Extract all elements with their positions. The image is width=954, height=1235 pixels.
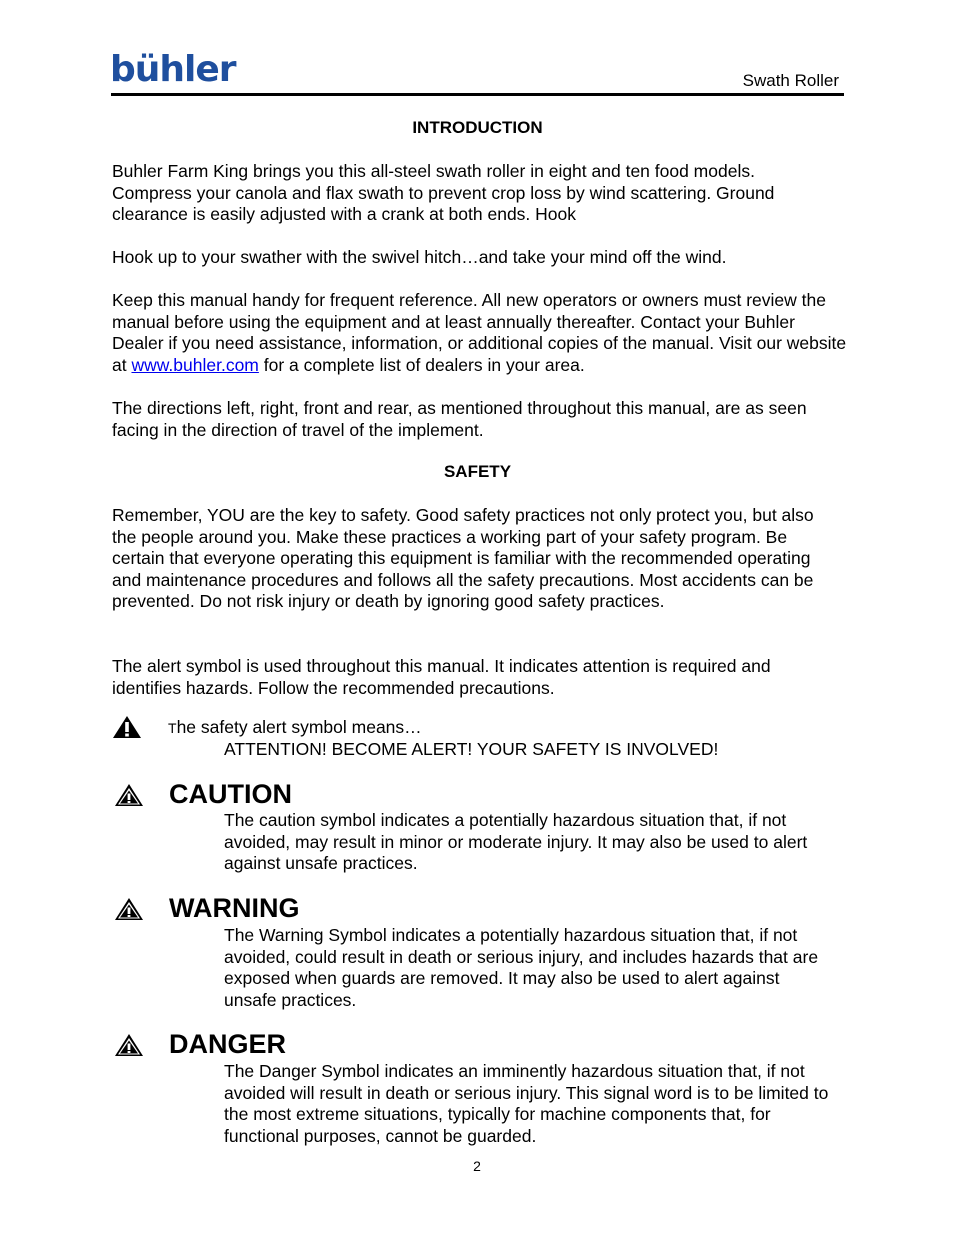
intro-paragraph-3-text-b: for a complete list of dealers in your area. bbox=[258, 354, 585, 375]
intro-paragraph-1: Buhler Farm King brings you this all-steel swath roller in eight and ten food models. Compress your canola and flax swath to prevent crop loss by wind scattering. Ground clearance is easily adjusted with a crank at both ends. Hook bbox=[112, 161, 775, 225]
warning-triangle-icon bbox=[112, 715, 142, 739]
intro-paragraph-2: Hook up to your swather with the swivel hitch…and take your mind off the wind. bbox=[112, 247, 727, 267]
warning-triangle-icon bbox=[114, 1033, 144, 1057]
website-link[interactable]: www.buhler.com bbox=[131, 354, 259, 375]
caution-description: The caution symbol indicates a potentially hazardous situation that, if not avoided, may result in minor or moderate injury. It may also be used to alert against unsafe practices. bbox=[224, 810, 808, 874]
caution-signal-word: CAUTION bbox=[169, 779, 292, 809]
danger-signal-word: DANGER bbox=[169, 1029, 287, 1059]
alert-attention-line: ATTENTION! BECOME ALERT! YOUR SAFETY IS INVOLVED! bbox=[224, 739, 719, 759]
warning-triangle-icon bbox=[114, 897, 144, 921]
header-rule bbox=[111, 93, 844, 96]
alert-rest-text: he safety alert symbol means… bbox=[176, 717, 422, 737]
buhler-logo: bühler bbox=[110, 49, 236, 90]
warning-triangle-icon bbox=[114, 783, 144, 807]
alert-first-letter: T bbox=[168, 720, 177, 736]
warning-description: The Warning Symbol indicates a potentially hazardous situation that, if not avoided, could result in death or serious injury, and includes hazards that are exposed when guards are removed. It may also be used to alert against unsafe practices. bbox=[224, 925, 819, 1010]
alert-symbol-means bbox=[168, 717, 908, 740]
intro-paragraph-4: The directions left, right, front and rear, as mentioned throughout this manual, are as seen facing in the direction of travel of the implement. bbox=[112, 398, 807, 440]
introduction-heading: INTRODUCTION bbox=[412, 118, 543, 137]
safety-heading: SAFETY bbox=[443, 462, 512, 481]
danger-description: The Danger Symbol indicates an imminently hazardous situation that, if not avoided will result in death or serious injury. This signal word is to be limited to the most extreme situations, typically for machine components that, for functional purposes, cannot be guarded. bbox=[224, 1061, 829, 1146]
intro-paragraph-3-text-a: Keep this manual handy for frequent reference. All new operators or owners must review the manual before using the equipment and at least annually thereafter. Contact your Buhler Dealer if you need assistance, information, or additional copies of the manual. Visit our website at bbox=[112, 290, 847, 375]
safety-paragraph-2: The alert symbol is used throughout this manual. It indicates attention is required and identifies hazards. Follow the recommended precautions. bbox=[112, 656, 771, 698]
warning-signal-word: WARNING bbox=[169, 893, 300, 923]
safety-paragraph-1: Remember, YOU are the key to safety. Good safety practices not only protect you, but also the people around you. Make these practices a working part of your safety program. Be certain that everyone operating this equipment is familiar with the recommended operating and maintenance procedures and follows all the safety precautions. Most accidents can be prevented. Do not risk injury or death by ignoring good safety practices. bbox=[112, 505, 814, 612]
page-number: 2 bbox=[473, 1158, 481, 1174]
document-title: Swath Roller bbox=[742, 71, 839, 90]
intro-paragraph-3 bbox=[112, 290, 847, 376]
